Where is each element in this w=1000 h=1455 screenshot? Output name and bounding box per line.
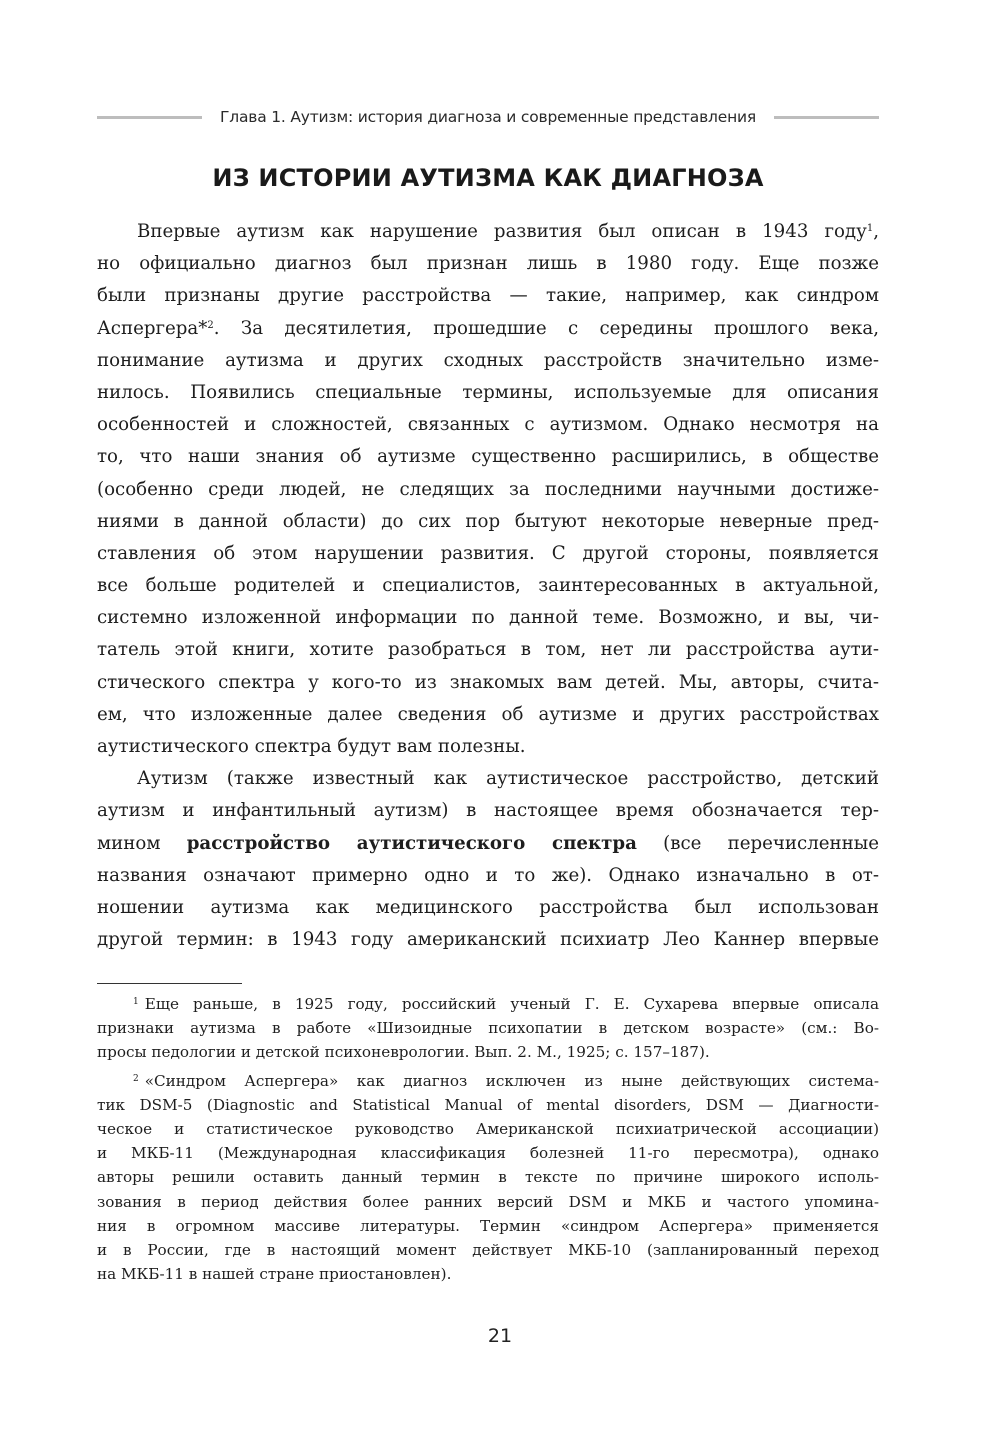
footnote-line: признаки аутизма в работе «Шизоидные психопатии в детском возрасте» (см.: Во-	[97, 1019, 879, 1038]
footnote-line: авторы решили оставить данный термин в тексте по причине широкого исполь-	[97, 1168, 879, 1187]
text-line: нилось. Появились специальные термины, используемые для описания	[97, 381, 879, 403]
footnote-line: и МКБ-11 (Международная классификация болезней 11-го пересмотра), однако	[97, 1144, 879, 1163]
footnote-line: зования в период действия более ранних версий DSM и МКБ и частого упомина-	[97, 1192, 879, 1211]
text-line: были признаны другие расстройства — такие, например, как синдром	[97, 285, 879, 307]
text-line: Аутизм (также известный как аутистическое расстройство, детский	[137, 768, 879, 790]
footnote-line: $^2$ «Синдром Аспергера» как диагноз исключен из ныне действующих система-	[133, 1071, 879, 1090]
text-line: стического спектра у кого-то из знакомых вам детей. Мы, авторы, счита-	[97, 671, 879, 693]
footnote-line: просы педологии и детской психоневрологии. Вып. 2. М., 1925; с. 157–187).	[97, 1043, 710, 1062]
footnote-line: на МКБ-11 в нашей стране приостановлен).	[97, 1265, 452, 1284]
text-line: ниями в данной области) до сих пор бытуют некоторые неверные пред-	[97, 510, 879, 532]
text-line: другой термин: в 1943 году американский психиатр Лео Каннер впервые	[97, 929, 879, 951]
bold-term: расстройство аутистического спектра	[186, 832, 637, 854]
footnote-number: 2	[133, 1073, 139, 1084]
text-line: ем, что изложенные далее сведения об аутизме и других расстройствах	[97, 703, 879, 725]
running-head-rule-left	[97, 116, 202, 119]
text-line: Впервые аутизм как нарушение развития был описан в 1943 году$^1$,	[137, 221, 879, 242]
running-head-rule-right	[774, 116, 879, 119]
body-text	[97, 216, 879, 956]
footnote-ref-1[interactable]: 1	[866, 223, 874, 234]
text-line: но официально диагноз был признан лишь в 1980 году. Еще позже	[97, 253, 879, 275]
footnote-separator	[97, 983, 242, 984]
text-line: аутистического спектра будут вам полезны.	[97, 736, 526, 757]
text-line: названия означают примерно одно и то же). Однако изначально в от-	[97, 864, 879, 886]
footnote-line: ния в огромном массиве литературы. Термин «синдром Аспергера» применяется	[97, 1216, 879, 1235]
footnotes	[97, 992, 879, 1286]
running-head	[97, 108, 879, 126]
chapter-title: ИЗ ИСТОРИИ АУТИЗМА КАК ДИАГНОЗА	[212, 164, 764, 192]
text-line: Аспергера*$^2$. За десятилетия, прошедшие с середины прошлого века,	[97, 317, 879, 339]
paragraph-1	[97, 216, 879, 763]
text-line: ношении аутизма как медицинского расстройства был использован	[97, 896, 879, 918]
running-head-text: Глава 1. Аутизм: история диагноза и современные представления	[220, 108, 756, 126]
footnote-line: тик DSM-5 (Diagnostic and Statistical Manual of mental disorders, DSM — Диагности-	[97, 1095, 879, 1114]
footnote-1	[97, 992, 879, 1065]
text-line: мином расстройство аутистического спектра (все перечисленные	[97, 832, 879, 854]
paragraph-2	[97, 763, 879, 956]
text-line: особенностей и сложностей, связанных с аутизмом. Однако несмотря на	[97, 414, 879, 436]
text-line: аутизм и инфантильный аутизм) в настоящее время обозначается тер-	[97, 800, 879, 822]
text-line: системно изложенной информации по данной теме. Возможно, и вы, чи-	[97, 607, 879, 629]
text-line: ставления об этом нарушении развития. С другой стороны, появляется	[97, 542, 879, 564]
footnote-line: $^1$ Еще раньше, в 1925 году, российский ученый Г. Е. Сухарева впервые описала	[133, 995, 879, 1013]
text-line: то, что наши знания об аутизме существенно расширились, в обществе	[97, 446, 879, 468]
footnote-line: ческое и статистическое руководство Американской психиатрической ассоциации)	[97, 1119, 879, 1138]
text-line: понимание аутизма и других сходных расстройств значительно изме-	[97, 349, 879, 371]
text-line: все больше родителей и специалистов, заинтересованных в актуальной,	[97, 575, 879, 597]
footnote-line: и в России, где в настоящий момент действует МКБ-10 (запланированный переход	[97, 1240, 879, 1259]
page-number: 21	[487, 1325, 513, 1347]
footnote-ref-2[interactable]: 2	[207, 319, 214, 331]
footnote-2	[97, 1069, 879, 1287]
text-line: (особенно среди людей, не следящих за последними научными достиже-	[97, 478, 879, 500]
text-line: татель этой книги, хотите разобраться в том, нет ли расстройства аути-	[97, 639, 879, 661]
footnote-number: 1	[133, 997, 139, 1007]
